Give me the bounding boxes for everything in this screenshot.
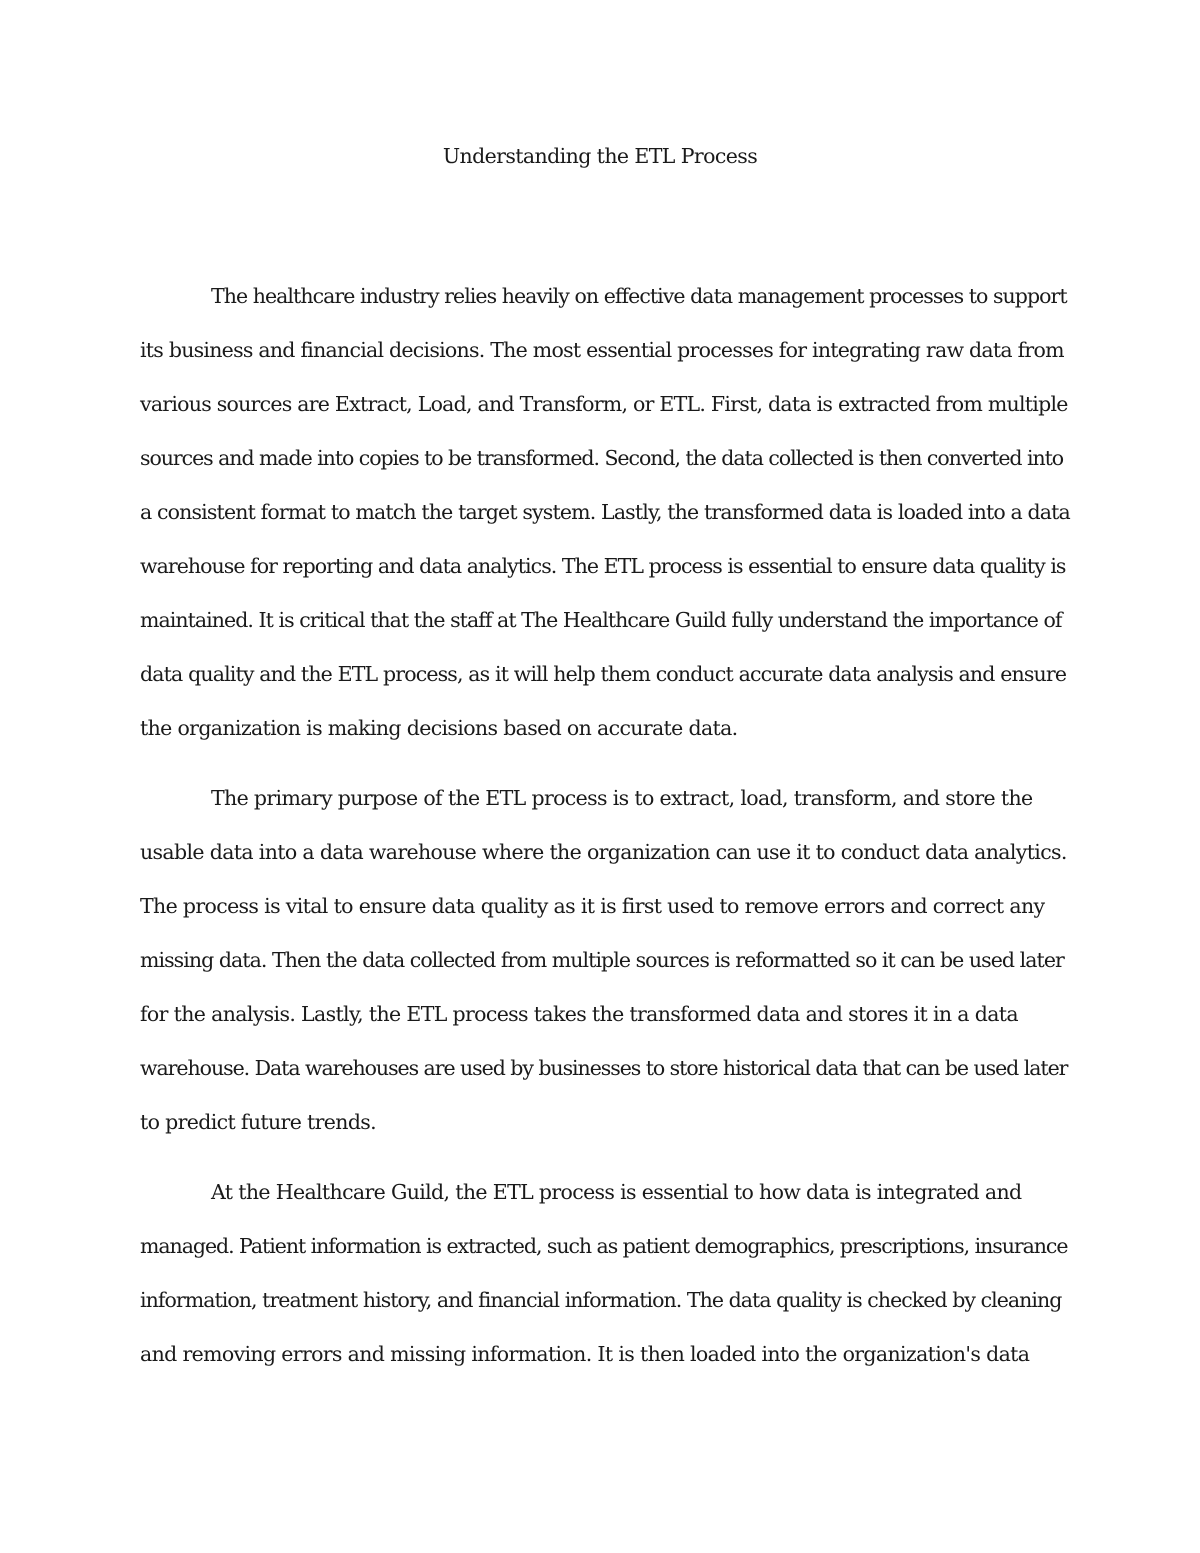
paragraph-3-line-2: managed. Patient information is extracted, such as patient demographics, prescriptions, insurance [140, 1234, 1068, 1258]
paragraph-3-line-4: and removing errors and missing information. It is then loaded into the organization's data [140, 1342, 1030, 1366]
paragraph-1-line-6: warehouse for reporting and data analytics. The ETL process is essential to ensure data quality is [140, 554, 1066, 578]
document-title: Understanding the ETL Process [442, 144, 758, 168]
paragraph-3-line-1: At the Healthcare Guild, the ETL process is essential to how data is integrated and [211, 1180, 1022, 1204]
paragraph-2-line-5: for the analysis. Lastly, the ETL process takes the transformed data and stores it in a data [140, 1002, 1018, 1026]
paragraph-2-line-1: The primary purpose of the ETL process is to extract, load, transform, and store the [211, 786, 1033, 810]
paragraph-1-line-1: The healthcare industry relies heavily on effective data management processes to support [211, 284, 1067, 308]
paragraph-1-line-3: various sources are Extract, Load, and Transform, or ETL. First, data is extracted from multiple [140, 392, 1068, 416]
paragraph-2-line-4: missing data. Then the data collected from multiple sources is reformatted so it can be used later [140, 948, 1064, 972]
paragraph-3-line-3: information, treatment history, and financial information. The data quality is checked by cleaning [140, 1288, 1062, 1312]
paragraph-2-line-2: usable data into a data warehouse where the organization can use it to conduct data analytics. [140, 840, 1067, 864]
paragraph-1-line-5: a consistent format to match the target system. Lastly, the transformed data is loaded into a data [140, 500, 1070, 524]
paragraph-1-line-9: the organization is making decisions based on accurate data. [140, 716, 738, 740]
paragraph-1-line-4: sources and made into copies to be transformed. Second, the data collected is then converted into [140, 446, 1064, 470]
paragraph-2-line-7: to predict future trends. [140, 1110, 377, 1134]
paragraph-1-line-8: data quality and the ETL process, as it will help them conduct accurate data analysis and ensure [140, 662, 1067, 686]
paragraph-1-line-7: maintained. It is critical that the staff at The Healthcare Guild fully understand the importance of [140, 608, 1062, 632]
paragraph-2-line-3: The process is vital to ensure data quality as it is first used to remove errors and correct any [140, 894, 1045, 918]
paragraph-1-line-2: its business and financial decisions. The most essential processes for integrating raw data from [140, 338, 1064, 362]
paragraph-2-line-6: warehouse. Data warehouses are used by businesses to store historical data that can be used later [140, 1056, 1068, 1080]
